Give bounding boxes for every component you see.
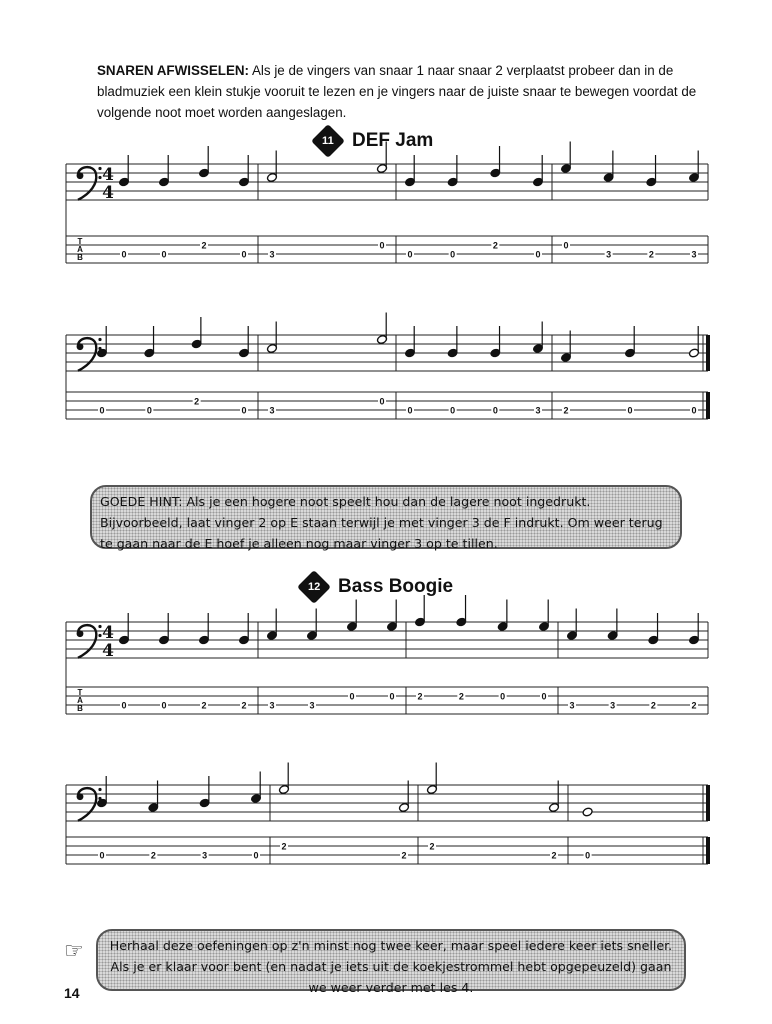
tab-fret-number: 0 [349, 691, 355, 702]
piece2-number: 12 [307, 581, 321, 593]
tab-fret-number: 0 [161, 249, 167, 260]
time-signature-top: 4 [102, 165, 114, 185]
tab-fret-number: 0 [407, 405, 413, 416]
tab-fret-number: 2 [429, 841, 435, 852]
tab-fret-number: 0 [500, 691, 506, 702]
time-signature-bottom: 4 [102, 641, 114, 661]
tab-fret-number: 2 [458, 691, 464, 702]
tab-fret-number: 0 [585, 850, 591, 861]
tab-fret-number: 0 [492, 405, 498, 416]
hint-text: GOEDE HINT: Als je een hogere noot speelt hou dan de lagere noot ingedrukt. Bijvoorbeeld, laat vinger 2 op E staan terwijl je met vinger 3 de F indrukt. Om weer terug te gaan naar de E hoef je alleen nog maar vinger 3 op te tillen. [100, 494, 663, 551]
bass-clef-dot [77, 793, 84, 800]
tab-fret-number: 0 [450, 249, 456, 260]
tab-fret-number: 3 [610, 700, 616, 711]
hint-box [90, 485, 682, 549]
tab-fret-number: 3 [535, 405, 541, 416]
tab-label: A [77, 696, 83, 705]
tab-fret-number: 3 [269, 249, 275, 260]
tab-fret-number: 0 [253, 850, 259, 861]
bass-clef-dot [77, 343, 84, 350]
piece2-title: Bass Boogie [338, 576, 454, 597]
tab-fret-number: 0 [241, 249, 247, 260]
tab-fret-number: 0 [121, 249, 127, 260]
bass-clef-dot [98, 338, 101, 341]
tab-fret-number: 2 [201, 240, 207, 251]
reminder-text: Herhaal deze oefeningen op z'n minst nog twee keer, maar speel iedere keer iets sneller. Als je er klaar voor bent (en nadat je iets uit de koekjestrommel hebt opgepeuzeld) gaan we weer verder met les 4. [109, 938, 673, 995]
tab-fret-number: 0 [541, 691, 547, 702]
tab-fret-number: 2 [691, 700, 697, 711]
tab-fret-number: 2 [281, 841, 287, 852]
tab-fret-number: 0 [241, 405, 247, 416]
tab-fret-number: 2 [401, 850, 407, 861]
tab-fret-number: 0 [379, 240, 385, 251]
tab-fret-number: 2 [194, 396, 200, 407]
tab-fret-number: 3 [202, 850, 208, 861]
tab-label: B [77, 704, 83, 713]
tab-fret-number: 2 [648, 249, 654, 260]
bass-clef-dot [77, 172, 84, 179]
bass-clef-icon [78, 167, 96, 200]
tab-fret-number: 3 [269, 700, 275, 711]
bass-clef-icon [78, 625, 96, 658]
piece1-number: 11 [322, 134, 334, 147]
tab-fret-number: 2 [150, 850, 156, 861]
tab-fret-number: 2 [241, 700, 247, 711]
tab-fret-number: 2 [201, 700, 207, 711]
piece2-heading [302, 572, 453, 602]
tab-fret-number: 0 [99, 405, 105, 416]
bass-clef-icon [78, 788, 96, 821]
tab-fret-number: 2 [563, 405, 569, 416]
tab-fret-number: 0 [121, 700, 127, 711]
tab-fret-number: 3 [569, 700, 575, 711]
bass-clef-dot [98, 788, 101, 791]
tab-label: A [77, 245, 83, 254]
tab-fret-number: 0 [379, 396, 385, 407]
pointing-hand-icon: ☞ [64, 938, 84, 963]
tab-fret-number: 0 [389, 691, 395, 702]
tab-fret-number: 0 [99, 850, 105, 861]
page-number: 14 [64, 985, 80, 1001]
tab-fret-number: 2 [492, 240, 498, 251]
tab-fret-number: 2 [417, 691, 423, 702]
tab-fret-number: 0 [691, 405, 697, 416]
piece2-number-badge [297, 570, 331, 604]
time-signature-top: 4 [102, 623, 114, 643]
bass-clef-dot [77, 630, 84, 637]
tab-fret-number: 0 [161, 700, 167, 711]
piece1-title: DEF Jam [352, 130, 434, 151]
tab-fret-number: 2 [650, 700, 656, 711]
tab-label: T [77, 688, 83, 697]
tab-fret-number: 0 [535, 249, 541, 260]
tab-fret-number: 3 [691, 249, 697, 260]
bass-clef-icon [78, 338, 96, 371]
tab-fret-number: 0 [627, 405, 633, 416]
tab-label: T [77, 237, 83, 246]
tab-fret-number: 0 [146, 405, 152, 416]
tab-fret-number: 3 [606, 249, 612, 260]
tab-fret-number: 3 [269, 405, 275, 416]
tab-fret-number: 0 [563, 240, 569, 251]
tab-fret-number: 0 [450, 405, 456, 416]
time-signature-bottom: 4 [102, 183, 114, 203]
note-head [582, 807, 593, 817]
reminder-box [96, 929, 686, 995]
tab-label: B [77, 253, 83, 262]
tab-fret-number: 3 [309, 700, 315, 711]
tab-fret-number: 0 [407, 249, 413, 260]
tab-fret-number: 2 [551, 850, 557, 861]
intro-text: Als je de vingers van snaar 1 naar snaar 2 verplaatst probeer dan in de bladmuziek een klein stukje vooruit te lezen en je vingers naar de juiste snaar te bewegen voordat de volgende noot moet worden aangeslagen. [97, 63, 697, 120]
intro-lead: SNAREN AFWISSELEN: [97, 63, 250, 78]
